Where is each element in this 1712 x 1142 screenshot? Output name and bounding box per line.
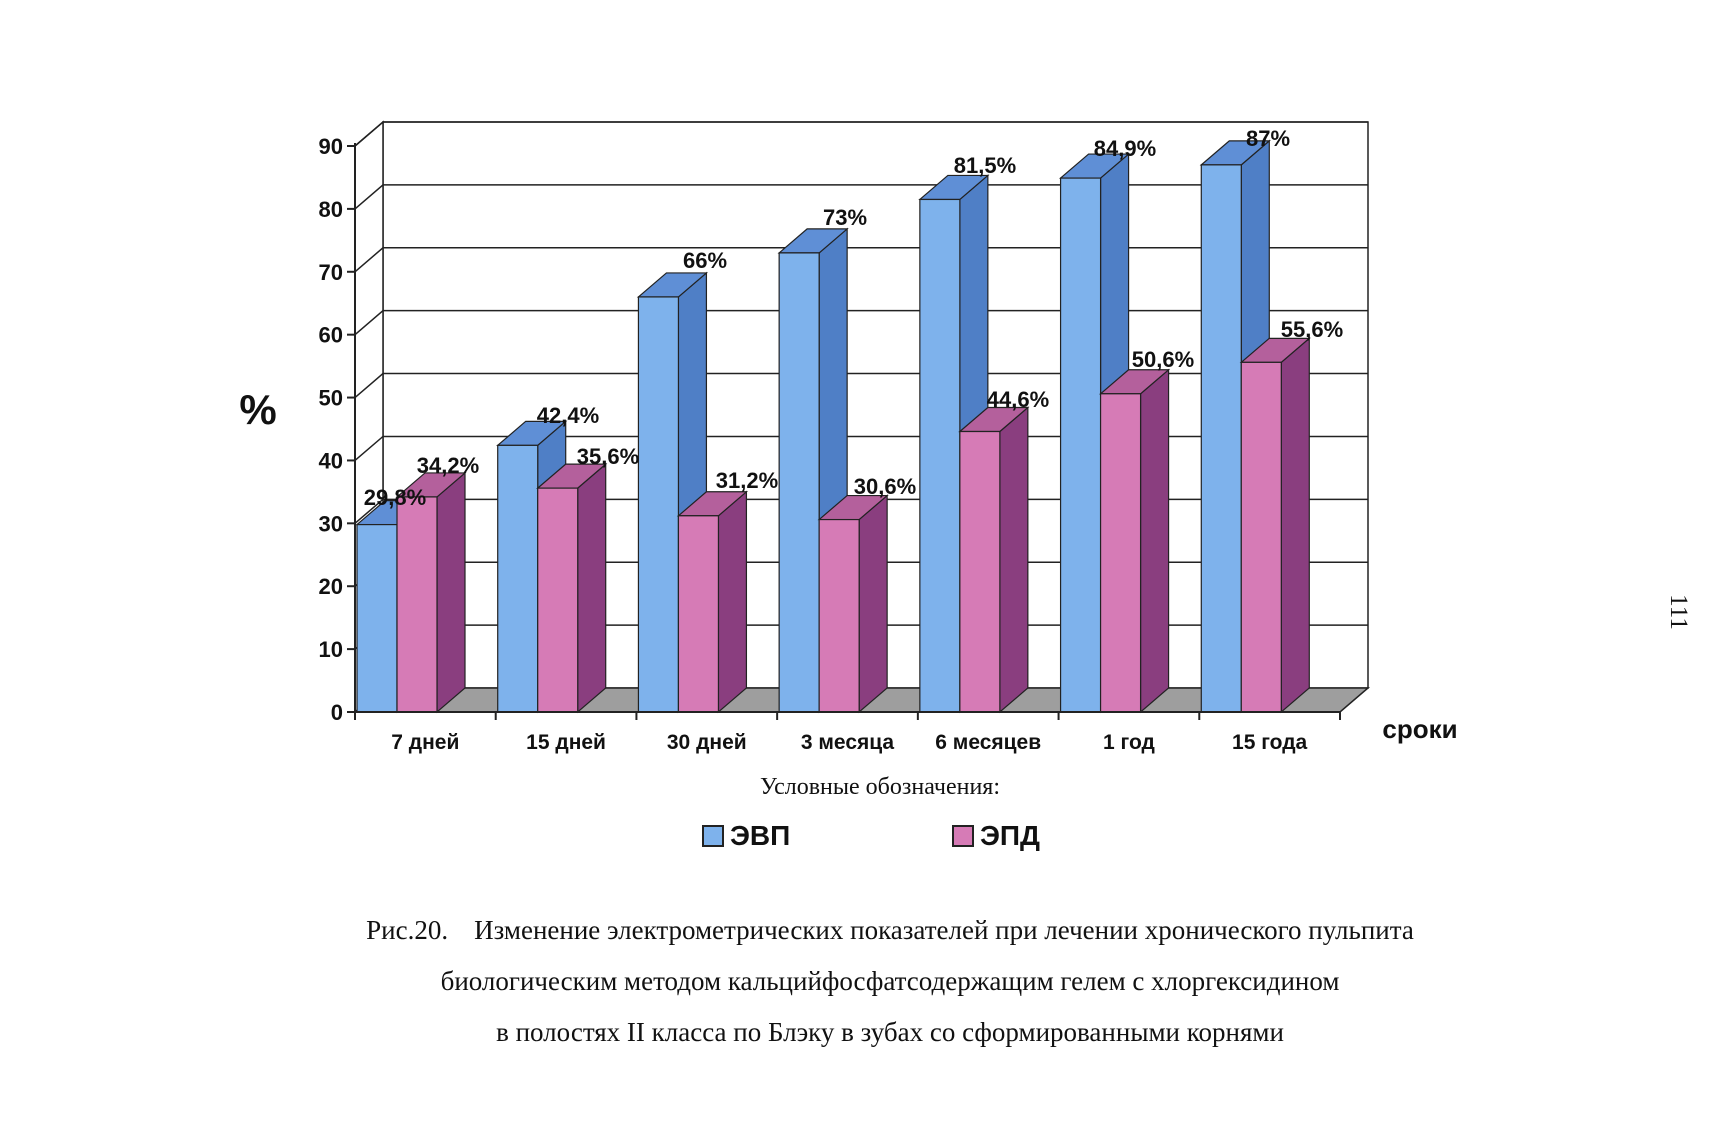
caption-text-1: Изменение электрометрических показателей при лечении хронического пульпита — [474, 915, 1414, 945]
bar-side — [1000, 408, 1028, 712]
y-tick-label: 20 — [318, 574, 343, 600]
bar-side — [718, 492, 746, 712]
bar-epd-3 — [819, 496, 887, 712]
bar-side — [859, 496, 887, 712]
x-tick-label: 3 месяца — [800, 731, 895, 754]
page-number: 111 — [1664, 594, 1692, 630]
data-label: 87% — [1245, 126, 1291, 151]
data-label: 34,2% — [416, 453, 480, 478]
bar-front — [538, 488, 578, 712]
y-tick-label: 0 — [330, 700, 343, 725]
bar-front — [638, 297, 678, 712]
bar-front — [678, 516, 718, 712]
bar-epd-2 — [678, 492, 746, 712]
data-label: 84,9% — [1093, 136, 1157, 161]
legend-swatch-epd — [952, 825, 974, 847]
legend-label-evp: ЭВП — [730, 820, 791, 851]
y-tick-label: 90 — [318, 134, 343, 159]
data-label: 35,6% — [576, 444, 640, 469]
bar-front — [779, 253, 819, 712]
y-tick-label: 60 — [318, 322, 343, 348]
y-tick-label: 50 — [318, 385, 343, 411]
x-tick-label: 15 дней — [526, 731, 606, 754]
legend-swatch-evp — [702, 825, 724, 847]
bar-epd-4 — [960, 408, 1028, 712]
legend-item-evp — [702, 820, 790, 852]
x-tick-label: 1 год — [1102, 731, 1155, 754]
data-label: 31,2% — [715, 468, 779, 493]
bar-front — [1061, 178, 1101, 712]
bar-front — [960, 432, 1000, 712]
caption-line-3: в полостях II класса по Блэку в зубах со сформированными корнями — [496, 1017, 1284, 1047]
bar-side — [1281, 338, 1309, 712]
bar-front — [1101, 394, 1141, 712]
legend — [0, 820, 1712, 860]
y-tick-label: 40 — [318, 448, 343, 474]
caption-label: Рис.20. — [366, 915, 449, 945]
data-label: 66% — [682, 248, 728, 273]
x-tick-label: 30 дней — [666, 731, 747, 754]
bar-front — [357, 525, 397, 712]
data-label: 30,6% — [853, 474, 917, 499]
bar-front — [920, 199, 960, 712]
bar-side — [1141, 370, 1169, 712]
bar-front — [819, 520, 859, 712]
y-axis-label: % — [239, 386, 277, 433]
x-tick-label: 7 дней — [391, 731, 460, 754]
data-label: 55,6% — [1280, 317, 1344, 342]
bar-front — [1201, 165, 1241, 712]
caption-line-2: биологическим методом кальцийфосфатсодержащим гелем с хлоргексидином — [440, 966, 1340, 996]
data-label: 81,5% — [953, 153, 1017, 178]
y-tick-label: 30 — [318, 511, 343, 537]
bar-front — [498, 445, 538, 712]
y-tick-label: 80 — [318, 196, 343, 222]
bar-epd-1 — [538, 464, 606, 712]
data-label: 42,4% — [536, 403, 600, 428]
x-tick-label: 6 месяцев — [935, 731, 1042, 754]
y-tick-label: 10 — [318, 637, 343, 663]
bar-epd-5 — [1101, 370, 1169, 712]
bar-side — [578, 464, 606, 712]
x-axis-label: сроки — [1382, 714, 1458, 744]
caption-line-1 — [200, 905, 1580, 956]
data-label: 50,6% — [1131, 347, 1195, 372]
legend-label-epd: ЭПД — [980, 820, 1040, 851]
data-label: 29,8% — [363, 485, 427, 510]
y-tick-label: 70 — [318, 259, 343, 285]
bar-front — [1241, 362, 1281, 712]
bar-front — [397, 497, 437, 712]
data-label: 44,6% — [986, 387, 1050, 412]
figure-caption — [200, 905, 1580, 1058]
x-tick-label: 15 года — [1232, 731, 1308, 754]
legend-item-epd — [952, 820, 1040, 852]
data-label: 73% — [822, 205, 868, 230]
bar-epd-6 — [1241, 338, 1309, 712]
bar-side — [437, 473, 465, 712]
legend-title: Условные обозначения: — [759, 774, 1001, 800]
